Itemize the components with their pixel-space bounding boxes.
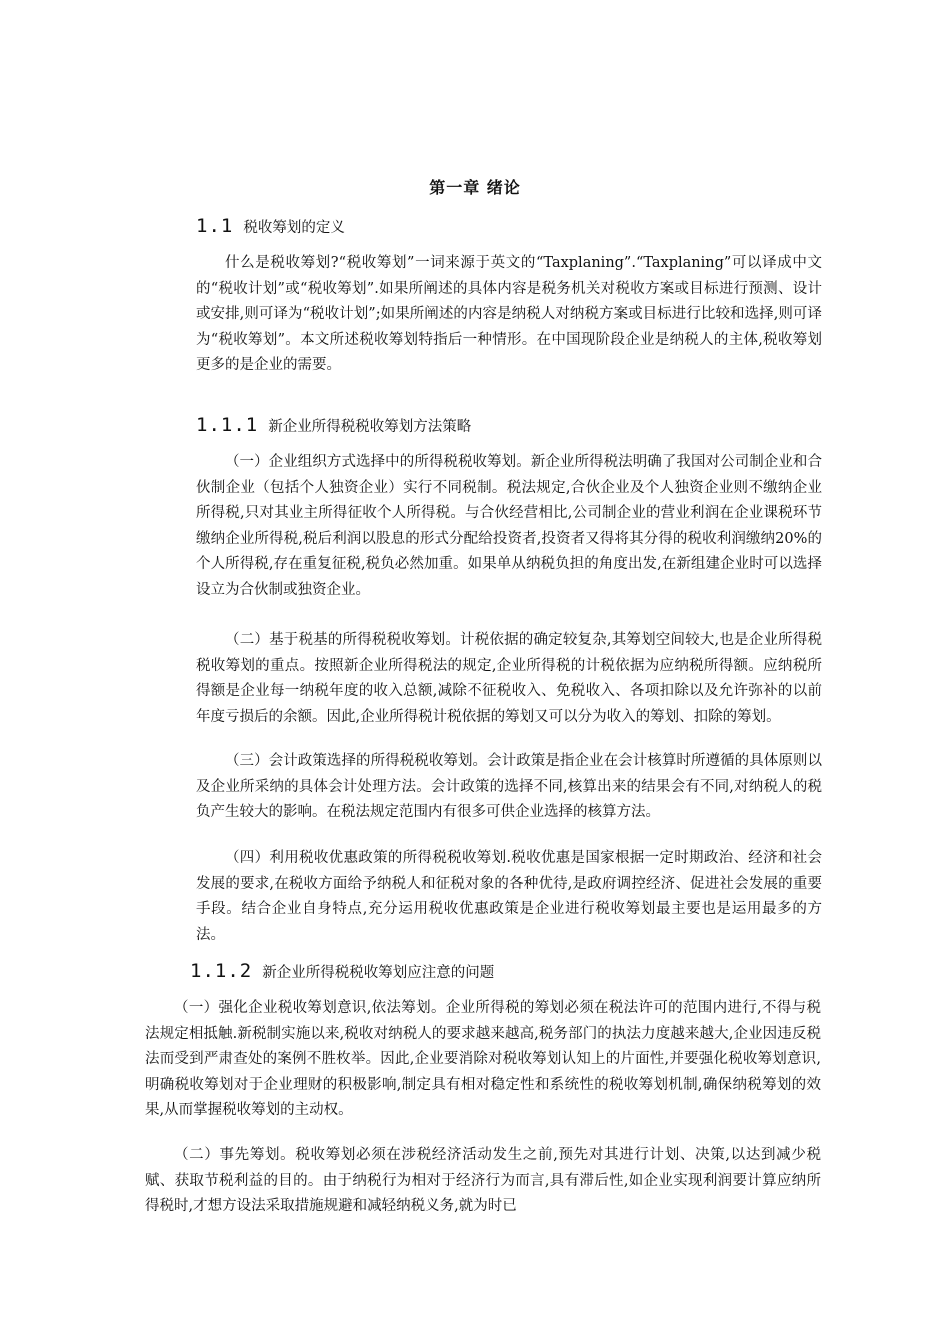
paragraph: （一）强化企业税收筹划意识,依法筹划。企业所得税的筹划必须在税法许可的范围内进行,不得与税法规定相抵触.新税制实施以来,税收对纳税人的要求越来越高,税务部门的执法力度越来越大,企业因违反税法而受到严肃查处的案例不胜枚举。因此,企业要消除对税收筹划认知上的片面性,并要强化税收筹划意识,明确税收筹划对于企业理财的积极影响,制定具有相对稳定性和系统性的税收筹划机制,确保纳税筹划的效果,从而掌握税收筹划的主动权。 [145, 1000, 821, 1119]
paragraph: 什么是税收筹划?“税收筹划”一词来源于英文的“Taxplaning”.“Taxplaning”可以译成中文的“税收计划”或“税收筹划”.如果所阐述的具体内容是税务机关对税收方案或目标进行预测、设计或安排,则可译为“税收计划”;如果所阐述的内容是纳税人对纳税方案或目标进行比较和选择,则可译为“税收筹划”。本文所述税收筹划特指后一种情形。在中国现阶段企业是纳税人的主体,税收筹划更多的是企业的需要。 [196, 255, 822, 374]
section-number: 1.1.2 [190, 960, 253, 982]
section-title: 税收筹划的定义 [243, 220, 345, 236]
section-1-1-1-heading [196, 414, 471, 436]
paragraph: （一）企业组织方式选择中的所得税税收筹划。新企业所得税法明确了我国对公司制企业和合伙制企业（包括个人独资企业）实行不同税制。税法规定,合伙企业及个人独资企业则不缴纳企业所得税,只对其业主所得征收个人所得税。与合伙经营相比,公司制企业的营业利润在企业课税环节缴纳企业所得税,税后利润以股息的形式分配给投资者,投资者又得将其分得的税收利润缴纳20%的个人所得税,存在重复征税,税负必然加重。如果单从纳税负担的角度出发,在新组建企业时可以选择设立为合伙制或独资企业。 [196, 454, 822, 598]
chapter-title: 第一章 绪论 [429, 178, 521, 197]
section-1-1-heading [196, 215, 345, 237]
section-number: 1.1 [196, 215, 234, 237]
paragraph: （二）基于税基的所得税税收筹划。计税依据的确定较复杂,其筹划空间较大,也是企业所得税税收筹划的重点。按照新企业所得税法的规定,企业所得税的计税依据为应纳税所得额。应纳税所得额是企业每一纳税年度的收入总额,减除不征税收入、免税收入、各项扣除以及允许弥补的以前年度亏损后的余额。因此,企业所得税计税依据的筹划又可以分为收入的筹划、扣除的筹划。 [196, 632, 822, 725]
section-title: 新企业所得税税收筹划方法策略 [268, 419, 472, 435]
section-number: 1.1.1 [196, 414, 259, 436]
paragraph: （二）事先筹划。税收筹划必须在涉税经济活动发生之前,预先对其进行计划、决策,以达到减少税赋、获取节税利益的目的。由于纳税行为相对于经济行为而言,具有滞后性,如企业实现利润要计算应纳所得税时,才想方设法采取措施规避和减轻纳税义务,就为时已 [145, 1147, 821, 1215]
section-title: 新企业所得税税收筹划应注意的问题 [262, 965, 495, 981]
section-1-1-2-heading [190, 960, 494, 982]
paragraph: （三）会计政策选择的所得税税收筹划。会计政策是指企业在会计核算时所遵循的具体原则以及企业所采纳的具体会计处理方法。会计政策的选择不同,核算出来的结果会有不同,对纳税人的税负产生较大的影响。在税法规定范围内有很多可供企业选择的核算方法。 [196, 753, 822, 821]
paragraph: （四）利用税收优惠政策的所得税税收筹划.税收优惠是国家根据一定时期政治、经济和社会发展的要求,在税收方面给予纳税人和征税对象的各种优待,是政府调控经济、促进社会发展的重要手段。结合企业自身特点,充分运用税收优惠政策是企业进行税收筹划最主要也是运用最多的方法。 [196, 850, 822, 943]
